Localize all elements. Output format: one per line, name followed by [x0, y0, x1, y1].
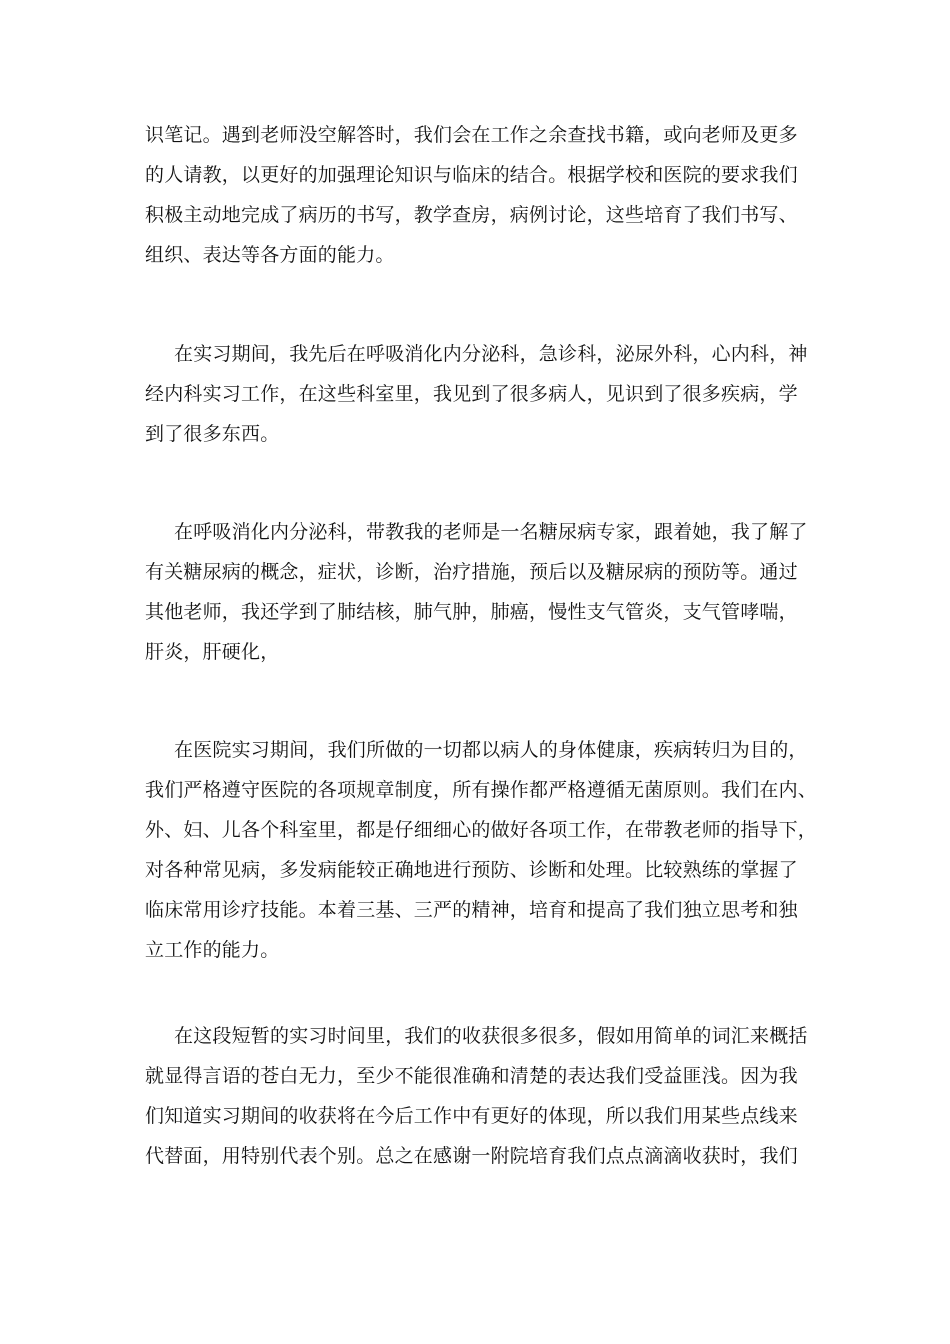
text-line: 的人请教，以更好的加强理论知识与临床的结合。根据学校和医院的要求我们	[145, 164, 798, 186]
text-line: 肝炎，肝硬化，	[145, 641, 280, 663]
text-line: 就显得言语的苍白无力，至少不能很准确和清楚的表达我们受益匪浅。因为我	[145, 1065, 798, 1087]
text-line: 在这段短暂的实习时间里，我们的收获很多很多，假如用简单的词汇来概括	[174, 1025, 808, 1047]
text-line: 有关糖尿病的概念，症状，诊断，治疗措施，预后以及糖尿病的预防等。通过	[145, 561, 798, 583]
text-line: 经内科实习工作，在这些科室里，我见到了很多病人，见识到了很多疾病，学	[145, 383, 798, 405]
paragraph-summary	[145, 1016, 810, 1176]
text-line: 临床常用诊疗技能。本着三基、三严的精神，培育和提高了我们独立思考和独	[145, 899, 798, 921]
text-line: 其他老师，我还学到了肺结核，肺气肿，肺癌，慢性支气管炎，支气管哮喘，	[145, 601, 798, 623]
text-line: 在呼吸消化内分泌科，带教我的老师是一名糖尿病专家，跟着她，我了解了	[174, 521, 808, 543]
paragraph-hospital-practice	[145, 730, 818, 970]
text-line: 代替面，用特别代表个别。总之在感谢一附院培育我们点点滴滴收获时，我们	[145, 1145, 798, 1167]
text-line: 组织、表达等各方面的能力。	[145, 244, 395, 266]
text-line: 们知道实习期间的收获将在今后工作中有更好的体现，所以我们用某些点线来	[145, 1105, 798, 1127]
text-line: 对各种常见病，多发病能较正确地进行预防、诊断和处理。比较熟练的掌握了	[145, 859, 798, 881]
text-line: 积极主动地完成了病历的书写，教学查房，病例讨论，这些培育了我们书写、	[145, 204, 798, 226]
text-line: 我们严格遵守医院的各项规章制度，所有操作都严格遵循无菌原则。我们在内、	[145, 779, 818, 801]
paragraph-study-notes	[145, 115, 810, 275]
text-line: 在实习期间，我先后在呼吸消化内分泌科，急诊科，泌尿外科，心内科，神	[174, 343, 808, 365]
paragraph-departments	[145, 334, 810, 454]
text-line: 在医院实习期间，我们所做的一切都以病人的身体健康，疾病转归为目的，	[174, 739, 808, 761]
text-line: 到了很多东西。	[145, 423, 280, 445]
text-line: 立工作的能力。	[145, 939, 280, 961]
paragraph-endocrinology	[145, 512, 810, 672]
text-line: 外、妇、儿各个科室里，都是仔细细心的做好各项工作，在带教老师的指导下，	[145, 819, 818, 841]
text-line: 识笔记。遇到老师没空解答时，我们会在工作之余查找书籍，或向老师及更多	[145, 124, 798, 146]
